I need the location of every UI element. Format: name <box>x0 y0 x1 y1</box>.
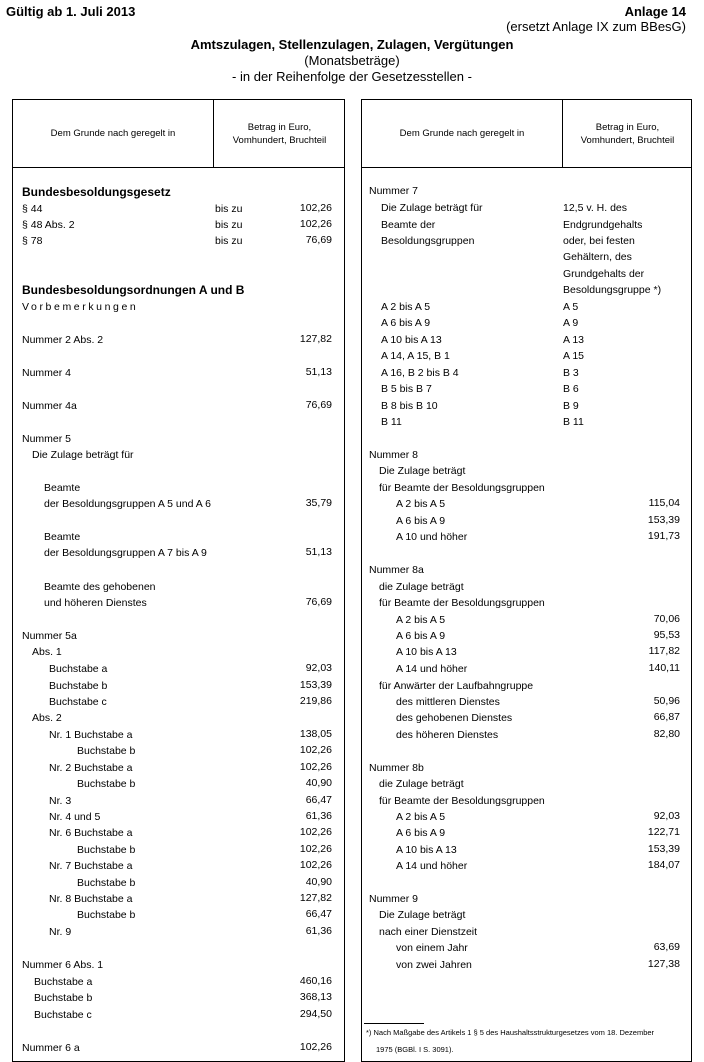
row-label: A 6 bis A 9 <box>396 630 446 642</box>
row-value: 12,5 v. H. des <box>563 202 628 214</box>
row-label: für Beamte der Besoldungsgruppen <box>379 482 545 494</box>
row-amount: 76,69 <box>305 399 332 411</box>
row-label: Nummer 6 a <box>22 1042 80 1054</box>
row-amount: 66,87 <box>653 711 680 723</box>
row-label: A 2 bis A 5 <box>381 301 431 313</box>
row-qualifier: bis zu <box>215 219 243 231</box>
row-label: § 48 Abs. 2 <box>22 219 75 231</box>
row-amount: 40,90 <box>305 876 332 888</box>
row-label: des gehobenen Dienstes <box>396 712 513 724</box>
row-amount: 92,03 <box>653 810 680 822</box>
row-amount: 66,47 <box>305 794 332 806</box>
row-label: Nr. 8 Buchstabe a <box>49 893 133 905</box>
row-amount: 219,86 <box>299 695 332 707</box>
row-label: A 2 bis A 5 <box>396 614 446 626</box>
row-amount: 92,03 <box>305 662 332 674</box>
row-label: Vorbemerkungen <box>22 301 139 313</box>
row-label: Beamte des gehobenen <box>44 581 156 593</box>
row-amount: 102,26 <box>299 859 332 871</box>
column-header-basis: Dem Grunde nach geregelt in <box>399 128 525 139</box>
row-amount: 76,69 <box>305 234 332 246</box>
footnote-line-2: 1975 (BGBl. I S. 3091). <box>376 1045 454 1054</box>
row-value: Besoldungsgruppe *) <box>563 284 662 296</box>
row-label: Nummer 7 <box>369 185 419 197</box>
row-amount: 82,80 <box>653 728 680 740</box>
row-amount: 50,96 <box>653 695 680 707</box>
row-qualifier: bis zu <box>215 203 243 215</box>
row-label: Buchstabe b <box>34 992 93 1004</box>
row-amount: 102,26 <box>299 761 332 773</box>
row-label: Nr. 3 <box>49 795 72 807</box>
row-label: A 6 bis A 9 <box>396 827 446 839</box>
row-label: B 8 bis B 10 <box>381 400 438 412</box>
row-label: A 6 bis A 9 <box>396 515 446 527</box>
row-label: Nr. 4 und 5 <box>49 811 101 823</box>
row-amount: 102,26 <box>299 826 332 838</box>
row-amount: 127,82 <box>299 892 332 904</box>
row-label: Nr. 6 Buchstabe a <box>49 827 133 839</box>
row-value: B 6 <box>563 383 579 395</box>
row-qualifier: bis zu <box>215 235 243 247</box>
row-label: A 2 bis A 5 <box>396 498 446 510</box>
row-label: A 10 bis A 13 <box>396 646 457 658</box>
row-amount: 95,53 <box>653 629 680 641</box>
row-label: Buchstabe c <box>34 1009 92 1021</box>
order-note: - in der Reihenfolge der Gesetzesstellen - <box>232 69 472 84</box>
row-amount: 122,71 <box>647 826 680 838</box>
row-value: oder, bei festen <box>563 235 635 247</box>
row-label: Buchstabe a <box>34 976 93 988</box>
row-label: § 78 <box>22 235 43 247</box>
replaces-note: (ersetzt Anlage IX zum BBesG) <box>506 19 686 34</box>
row-label: für Anwärter der Laufbahngruppe <box>379 680 534 692</box>
row-label: § 44 <box>22 203 43 215</box>
row-label: A 6 bis A 9 <box>381 317 431 329</box>
row-value: A 15 <box>563 350 585 362</box>
row-label: Nummer 4a <box>22 400 77 412</box>
row-label: Beamte der <box>381 219 436 231</box>
row-label: und höheren Dienstes <box>44 597 147 609</box>
row-label: Nummer 8a <box>369 564 424 576</box>
row-label: Die Zulage beträgt für <box>381 202 483 214</box>
row-label: von zwei Jahren <box>396 959 472 971</box>
row-label: Nummer 5 <box>22 433 72 445</box>
row-label: Die Zulage beträgt <box>379 465 466 477</box>
row-label: Buchstabe c <box>49 696 107 708</box>
row-amount: 66,47 <box>305 908 332 920</box>
row-label: Nr. 7 Buchstabe a <box>49 860 133 872</box>
row-value: B 11 <box>563 416 584 428</box>
row-amount: 102,26 <box>299 744 332 756</box>
row-label: Nummer 6 Abs. 1 <box>22 959 104 971</box>
row-label: Nr. 9 <box>49 926 72 938</box>
row-amount: 460,16 <box>299 975 332 987</box>
row-amount: 40,90 <box>305 777 332 789</box>
annex-number: Anlage 14 <box>624 4 686 19</box>
row-label: Nummer 8b <box>369 762 424 774</box>
row-label: Bundesbesoldungsgesetz <box>22 185 171 199</box>
row-amount: 127,38 <box>647 958 680 970</box>
row-label: Nummer 2 Abs. 2 <box>22 334 104 346</box>
row-label: A 10 bis A 13 <box>381 334 442 346</box>
column-header-amount: Betrag in Euro, Vomhundert, Bruchteil <box>580 121 675 146</box>
row-label: Nr. 2 Buchstabe a <box>49 762 133 774</box>
row-amount: 294,50 <box>299 1008 332 1020</box>
row-label: von einem Jahr <box>396 942 468 954</box>
row-amount: 138,05 <box>299 728 332 740</box>
row-label: für Beamte der Besoldungsgruppen <box>379 597 545 609</box>
row-label: A 10 und höher <box>396 531 468 543</box>
row-label: Nummer 5a <box>22 630 77 642</box>
row-value: Endgrundgehalts <box>563 219 643 231</box>
row-value: A 13 <box>563 334 585 346</box>
row-amount: 61,36 <box>305 925 332 937</box>
row-label: Abs. 1 <box>32 646 62 658</box>
row-value: A 5 <box>563 301 579 313</box>
row-label: Die Zulage beträgt <box>379 909 466 921</box>
row-label: Buchstabe b <box>77 844 136 856</box>
row-amount: 191,73 <box>647 530 680 542</box>
row-amount: 76,69 <box>305 596 332 608</box>
row-amount: 51,13 <box>305 366 332 378</box>
row-label: Bundesbesoldungsordnungen A und B <box>22 283 245 297</box>
document-title: Amtszulagen, Stellenzulagen, Zulagen, Vergütungen <box>190 37 514 52</box>
row-label: Buchstabe b <box>77 877 136 889</box>
validity-date: Gültig ab 1. Juli 2013 <box>6 4 136 19</box>
row-value: B 3 <box>563 367 579 379</box>
row-label: Buchstabe b <box>77 778 136 790</box>
row-label: Nr. 1 Buchstabe a <box>49 729 133 741</box>
row-amount: 368,13 <box>299 991 332 1003</box>
row-amount: 115,04 <box>648 497 680 509</box>
row-amount: 63,69 <box>653 941 680 953</box>
row-label: Beamte <box>44 531 81 543</box>
row-amount: 35,79 <box>305 497 332 509</box>
document-subtitle: (Monatsbeträge) <box>304 53 400 68</box>
row-amount: 184,07 <box>647 859 680 871</box>
row-label: Nummer 9 <box>369 893 419 905</box>
row-label: A 16, B 2 bis B 4 <box>381 367 459 379</box>
row-amount: 117,82 <box>648 645 680 657</box>
row-label: der Besoldungsgruppen A 5 und A 6 <box>44 498 211 510</box>
row-label: Abs. 2 <box>32 712 62 724</box>
row-amount: 153,39 <box>647 843 680 855</box>
row-label: A 10 bis A 13 <box>396 844 457 856</box>
row-label: B 5 bis B 7 <box>381 383 432 395</box>
row-label: A 14 und höher <box>396 860 468 872</box>
row-label: Besoldungsgruppen <box>381 235 475 247</box>
row-value: Grundgehalts der <box>563 268 645 280</box>
row-amount: 153,39 <box>299 679 332 691</box>
row-label: des höheren Dienstes <box>396 729 499 741</box>
row-label: Nummer 4 <box>22 367 72 379</box>
row-label: die Zulage beträgt <box>379 581 464 593</box>
row-label: A 14 und höher <box>396 663 468 675</box>
row-amount: 102,26 <box>299 1041 332 1053</box>
row-label: Beamte <box>44 482 81 494</box>
row-label: Buchstabe b <box>77 909 136 921</box>
row-label: des mittleren Dienstes <box>396 696 500 708</box>
row-value: B 9 <box>563 400 579 412</box>
footnote-divider <box>364 1023 424 1024</box>
row-label: nach einer Dienstzeit <box>379 926 478 938</box>
row-amount: 102,26 <box>299 843 332 855</box>
row-amount: 102,26 <box>299 202 332 214</box>
row-amount: 102,26 <box>299 218 332 230</box>
column-header-basis: Dem Grunde nach geregelt in <box>50 128 176 139</box>
footnote-line-1: *) Nach Maßgabe des Artikels 1 § 5 des Haushaltsstrukturgesetzes vom 18. Dezember <box>366 1028 655 1037</box>
row-value: Gehältern, des <box>563 251 632 263</box>
row-label: der Besoldungsgruppen A 7 bis A 9 <box>44 547 207 559</box>
column-header-amount: Betrag in Euro, Vomhundert, Bruchteil <box>232 121 327 146</box>
row-label: Buchstabe b <box>77 745 136 757</box>
row-amount: 51,13 <box>305 546 332 558</box>
row-amount: 153,39 <box>647 514 680 526</box>
row-amount: 70,06 <box>653 613 680 625</box>
row-amount: 61,36 <box>305 810 332 822</box>
row-label: A 14, A 15, B 1 <box>381 350 450 362</box>
row-label: A 2 bis A 5 <box>396 811 446 823</box>
row-value: A 9 <box>563 317 579 329</box>
row-label: Die Zulage beträgt für <box>32 449 134 461</box>
row-label: Buchstabe a <box>49 663 108 675</box>
row-label: für Beamte der Besoldungsgruppen <box>379 795 545 807</box>
row-label: B 11 <box>381 416 402 428</box>
row-label: Buchstabe b <box>49 680 108 692</box>
row-amount: 140,11 <box>648 662 680 674</box>
row-label: die Zulage beträgt <box>379 778 464 790</box>
row-amount: 127,82 <box>299 333 332 345</box>
row-label: Nummer 8 <box>369 449 419 461</box>
